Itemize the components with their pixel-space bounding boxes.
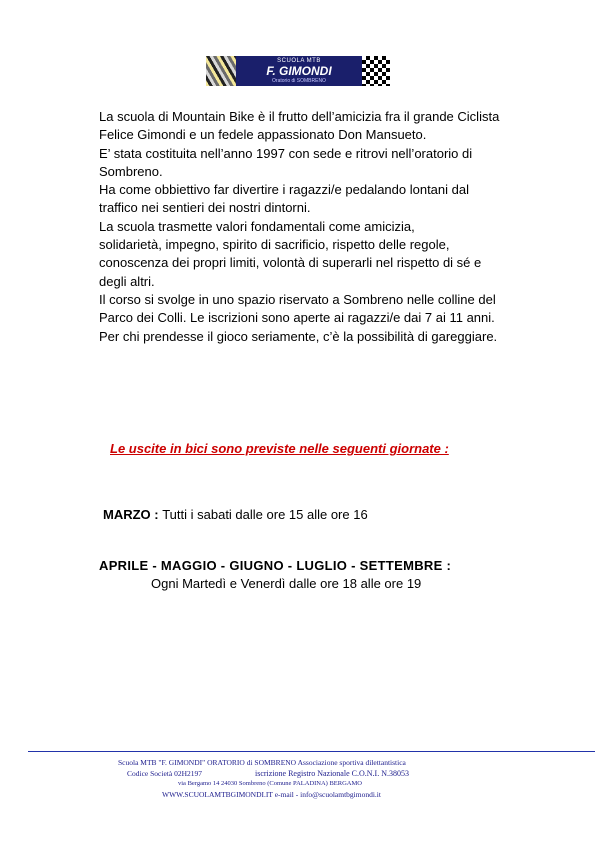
intro-line: Felice Gimondi e un fedele appassionato Don Mansueto. <box>99 127 427 143</box>
intro-line: Per chi prendesse il gioco seriamente, c’è la possibilità di gareggiare. <box>99 328 498 344</box>
footer-society-code: Codice Società 02H2197 <box>127 769 202 778</box>
intro-line: La scuola trasmette valori fondamentali come amicizia, <box>99 218 415 234</box>
intro-line: traffico nei sentieri dei nostri dintorni. <box>99 200 311 216</box>
intro-line: Parco dei Colli. Le iscrizioni sono aperte ai ragazzi/e dai 7 ai 11 anni. <box>99 310 495 326</box>
footer-association: Scuola MTB "F. GIMONDI" ORATORIO di SOMBRENO Associazione sportiva dilettantistica <box>118 758 406 767</box>
schedule-headline: Le uscite in bici sono previste nelle seguenti giornate : <box>110 441 449 456</box>
school-logo <box>206 56 390 86</box>
logo-small-text: SCUOLA MTB <box>277 58 321 64</box>
footer-contact: WWW.SCUOLAMTBGIMONDI.IT e-mail - info@scuolamtbgimondi.it <box>162 790 381 799</box>
cyclist-graphic <box>206 56 236 86</box>
march-detail: Tutti i sabati dalle ore 15 alle ore 16 <box>162 507 368 522</box>
intro-line: Il corso si svolge in uno spazio riservato a Sombreno nelle colline del <box>99 291 496 307</box>
intro-line: Ha come obbiettivo far divertire i ragazzi/e pedalando lontani dal <box>99 182 469 198</box>
checkered-flag-icon <box>362 56 390 86</box>
intro-line: solidarietà, impegno, spirito di sacrificio, rispetto delle regole, <box>99 237 450 253</box>
intro-line: La scuola di Mountain Bike è il frutto dell’amicizia fra il grande Ciclista <box>99 109 500 124</box>
footer-divider <box>28 751 595 752</box>
months-label: APRILE - MAGGIO - GIUGNO - LUGLIO - SETTEMBRE : <box>99 558 452 573</box>
march-label: MARZO : <box>103 507 163 522</box>
intro-line: degli altri. <box>99 273 155 289</box>
intro-line: Sombreno. <box>99 163 163 179</box>
logo-sub-text: Oratorio di SOMBRENO <box>272 78 326 84</box>
footer-registry: iscrizione Registro Nazionale C.O.N.I. N.38053 <box>255 769 409 778</box>
intro-line: E’ stata costituita nell’anno 1997 con sede e ritrovi nell’oratorio di <box>99 145 473 161</box>
months-detail: Ogni Martedì e Venerdì dalle ore 18 alle ore 19 <box>151 576 422 591</box>
footer-address: via Bergamo 14 24030 Sombreno (Comune PALADINA) BERGAMO <box>178 780 362 787</box>
march-schedule <box>103 507 368 522</box>
intro-paragraph <box>99 108 539 346</box>
intro-line: conoscenza dei propri limiti, volontà di superarli nel rispetto di sé e <box>99 255 482 271</box>
logo-main-text: F. GIMONDI <box>266 64 332 78</box>
